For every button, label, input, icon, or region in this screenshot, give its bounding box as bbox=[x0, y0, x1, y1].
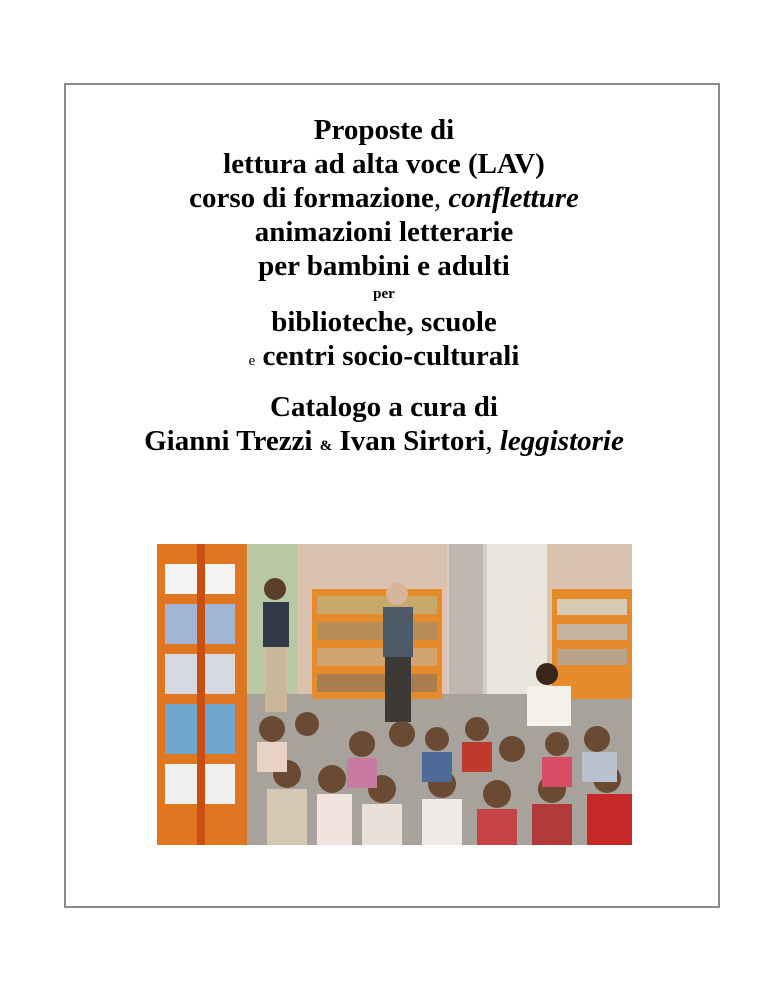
authors-comma: , bbox=[485, 425, 493, 457]
cover-title bbox=[0, 113, 768, 463]
cover-photo bbox=[157, 544, 632, 845]
title-line-8 bbox=[0, 339, 768, 378]
title-line-8-prefix: e bbox=[248, 353, 256, 369]
title-line-6: per bbox=[373, 286, 395, 302]
author-1: Gianni Trezzi bbox=[144, 425, 313, 457]
catalog-line-1: Catalogo a cura di bbox=[270, 391, 498, 423]
catalog-authors bbox=[0, 424, 768, 463]
title-line-3-regular: corso di formazione bbox=[189, 182, 434, 214]
title-line-8-text: centri socio-culturali bbox=[262, 340, 520, 372]
title-line-3 bbox=[0, 181, 768, 215]
title-line-4: animazioni letterarie bbox=[254, 216, 514, 248]
title-line-3-italic: confletture bbox=[448, 182, 579, 214]
brand-name: leggistorie bbox=[499, 425, 624, 457]
title-line-2: lettura ad alta voce (LAV) bbox=[223, 148, 545, 180]
author-2: Ivan Sirtori bbox=[339, 425, 486, 457]
photo-illustration bbox=[157, 544, 632, 845]
title-line-1: Proposte di bbox=[313, 114, 455, 146]
author-ampersand: & bbox=[319, 438, 333, 454]
title-line-3-comma: , bbox=[433, 182, 442, 214]
title-line-5: per bambini e adulti bbox=[258, 250, 510, 282]
title-line-7: biblioteche, scuole bbox=[271, 306, 497, 338]
